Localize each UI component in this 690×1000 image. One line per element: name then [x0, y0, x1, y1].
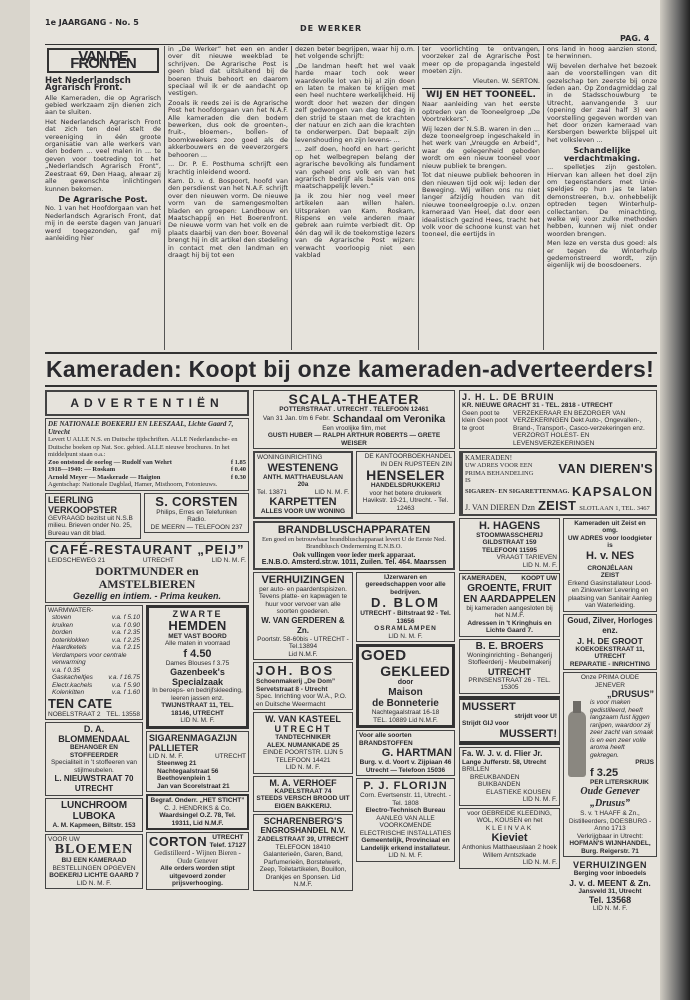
item-price: v.a. f 5.10: [111, 614, 140, 621]
newspaper-title: DE WERKER: [300, 24, 363, 33]
item-name: Electr.kachels: [52, 681, 93, 689]
ad-westeneng: WONINGINRICHTING WESTENENG ANTH. MATTHAEUSLAAN 20a Tel. 13871 LID N. M. F. KARPETTEN ALLES VOOR UW WONING: [253, 451, 353, 519]
price-listing: [52, 644, 140, 652]
article-paragraph: Naar aanleiding van het eerste optreden van de Tooneelgroep „De Voortrekkers”.: [422, 100, 540, 124]
price-listing: [52, 682, 140, 690]
article-paragraph: ... Dr. P. E. Posthuma schrijft een krachtig inleidend woord.: [168, 160, 288, 176]
book-listing: [48, 474, 246, 482]
article-paragraph: Alle Kameraden, die op Agrarisch gebied werkzaam zijn dienen zich aan te sluiten.: [45, 93, 161, 117]
article-heading: Het Nederlandsch Agrarisch Front.: [45, 75, 131, 94]
ad-cafe-peij: CAFÉ-RESTAURANT „PEIJ” LEIDSCHEWEG 21 UTRECHT LID N. M. F. DORTMUNDER en AMSTELBIEREN Gezellig en intiem. - Prima keuken.: [45, 541, 249, 603]
article-paragraph: ons land in hoog aanzien stond, te herwinnen.: [547, 46, 657, 61]
advertisements-title: ADVERTENTIËN: [45, 390, 249, 416]
item-price: v.a. f 1.60: [111, 689, 140, 696]
ad-pallieter: SIGARENMAGAZIJN PALLIETER LID N. M. F. UTRECHT Steenweg 21 Nachtegaalstraat 56 Beethovenplein 1 Jan van Scorelstraat 21: [146, 731, 249, 793]
ad-het-sticht: Begraf. Onderr. „HET STICHT” C. J. HENDRIKS & Co. Waardsingel O.Z. 78, Tel. 19311, Lid N.M.F.: [146, 794, 249, 830]
item-name: Gaskacheltjes: [52, 674, 93, 681]
article-paragraph: Ja ik zou hier nog veel meer artikelen aan willen halen. Uitspraken van Kam. Roskam, Rispens en vele anderen maar gebrek aan ruimte verbiedt dit. Op één dag wil ik de toekomstige lezers van de Agrarische Post wijzen: verwacht voorloopig niet een vakblad: [295, 191, 415, 259]
product-item: BUIKBANDEN: [478, 781, 521, 788]
item-name: Haardketels: [52, 644, 87, 651]
price-listing: [52, 614, 140, 622]
book-price: f 1.85: [230, 458, 246, 466]
ad-vd-flier: Fa. W. J. v. d. Flier Jr. Lange Jufferstr. 58, Utrecht BRILLEN BREUKBANDEN BUIKBANDEN ELASTIEKE KOUSEN LID N. M. F.: [459, 747, 560, 806]
article-paragraph: Zooals ik reeds zei is de Agrarische Post het hoofdorgaan van het N.A.F. Alle kameraden die den bodem bewerken, dus ook de groenten-, fruit-, bloemen-, bollen- of boomkweekers zoo goed als de akkerbouwers en de veeverzorgers behooren ...: [168, 98, 288, 159]
ad-van-dieren-kapsalon: KAMERADEN! UW ADRES VOOR EEN PRIMA BEHANDELING IS VAN DIEREN'S SIGAREN- EN SIGARETTENMAG. KAPSALON J. VAN DIEREN Dzn ZEIST SLOTLAAN 1, TEL. 3467: [459, 451, 657, 516]
ad-ten-cate: WARMWATER- stoven v.a. f 5.10 kruiken v.a. f 0.90 borden v.a. f 2.35 boterklokken v.a. f 2.25 Haardketels v.a. f 2.15 Verdampers voor centrale verwarming v.a. f 0.35 Gaskacheltjes v.a. f 16.75 Electr.kachels v.a. f 5.90 Kolenkitten v.a. f 1.60 TEN CATE NOBELSTRAAT 2 TEL. 13558: [45, 605, 143, 721]
signature: Vleuten. W. SERTON.: [472, 76, 540, 85]
book-listing: [48, 466, 246, 474]
ad-de-bruin: J. H. L. DE BRUIN KR. NIEUWE GRACHT 31 - TEL. 2818 - UTRECHT Geen poot te klein Geen poot te groot VERZEKERAAR EN BEZORGER VAN VERZEKERINGEN Dekt Auto-, Ongevallen-, Brand-, Transport-, Casco-verzekeringen enz. VERZORGT HOLEST- EN LEVENSVERZEKERINGEN: [459, 390, 657, 449]
ad-scala-theater: SCALA-THEATER POTTERSTRAAT . UTRECHT . TELEFOON 12461 Van 31 Jan. t/m 6 Febr. Schandaal om Veronika Een vroolijke film, met GUSTI HUBER — RALPH ARTHUR ROBERTS — GRETE WEISER: [253, 390, 455, 449]
article-column-3: [295, 46, 415, 350]
ad-brandbluschapparaten: BRANDBLUSCHAPPARATEN Een goed en betrouwbaar brandbluschapparaat levert U de Eerste Ned. Brandblusch Onderneming E.N.B.O. Ook vullingen voor ieder merk apparaat. E.N.B.O. Amsterd.str.w. 1011, Zuilen. Tel. 464. Maarssen: [253, 521, 455, 570]
book-price: f 0.30: [230, 473, 246, 481]
ad-van-gerderen: VERHUIZINGEN per auto- en paardentspisizen. Tevens platte- en kapwagen te huur voor vervoer van alle soorten goederen. W. VAN GERDEREN & Zn. Poortstr. 58-60bis - UTRECHT - Tel.13894 Lid N.M.F.: [253, 572, 353, 661]
item-name: borden: [52, 629, 73, 636]
ad-vd-meent: VERHUIZINGEN Berging voor inboedels J. v. d. MEENT & Zn. Jansveld 31, Utrecht Tel. 13568 LID N. M. F.: [569, 860, 651, 912]
article-paragraph: ... zelf doen, hoofd en hart gericht op het welbegrepen belang der agrarische bevolking als fundament van geheel ons volk en van het agrarisch bedrijf als basis van ons maatschappelijk leven.”: [295, 145, 415, 191]
book-title: 1918—1940: — Roskam: [48, 466, 116, 473]
article-paragraph: Het Nederlandsch Agrarisch Front dat zich ten doel stelt de vereeniging in één groote organisatie van alle werkers van den bodem ... veel malen in ... te geven voor toetreding tot het „Nederlandsch Agrarisch Front”, Zeestraat 69, Den Haag, alwaar zij alle gewenschte inlichtingen kunnen bekomen.: [45, 117, 161, 193]
price-listing: [52, 629, 140, 637]
item-price: v.a. f 5.90: [111, 681, 140, 689]
ad-joh-bos: JOH. BOS Schoenmakerij „De Dom” Servetstraat 8 - Utrecht Spec. Inrichting voor W.A., P.O. en Duitsche Weermacht: [253, 662, 353, 710]
article-paragraph: ter voorlichting te ontvangen, voorzeker zal de Agrarische Post meer op de propaganda ingesteld moeten zijn.: [422, 46, 540, 76]
ad-blommendaal: D. A. BLOMMENDAAL BEHANGER EN STOFFEERDER Specialiteit in 't stoffeeren van stijlmeubelen. L. NIEUWSTRAAT 70 UTRECHT: [45, 722, 143, 796]
item-price: v.a. f 0.35: [52, 666, 81, 674]
ad-d-blom: IJzerwaren en gereedschappen voor alle bedrijven. D. BLOM UTRECHT - Biltstraat 92 - Tel. 13656 OSRAMLAMPEN LID N. M. F.: [356, 572, 455, 643]
shop-address: Jan van Scorelstraat 21: [157, 782, 230, 790]
ad-groente-fruit: KAMERADEN, KOOPT UW GROENTE, FRUIT EN AARDAPPELEN bij kameraden aangesloten bij het N.M.F. Adressen in 't Kringhuis en Lichte Gaard 7.: [459, 573, 560, 637]
ad-van-kasteel: W. VAN KASTEEL UTRECHT TANDTECHNIKER ALEX. NUMANKADE 25 EINDE POORTSTR. LIJN 5 TELEFOON 14421 LID N. M. F.: [253, 712, 353, 774]
ad-lunchroom-luboka: LUNCHROOM LUBOKA A. M. Kapmeen, Biltstr. 153: [45, 798, 143, 832]
article-paragraph: dezen beter begrijpen, waar hij o.m. het volgende schrijft:: [295, 46, 415, 61]
item-name: Verdampers voor centrale verwarming: [52, 651, 127, 666]
article-column-5: [547, 46, 657, 350]
article-paragraph: ... spelletjes zijn gestolen. Hiervan kan alleen het doel zijn om tegenstanders met Unie-speldjes op hun jas te laten demonstreeren, b.v. onhebbelijk optreden tegen Winterhulp-collectanten. De minachting, welke wij voor zulke methoden hebben, kunnen wij niet onder woorden brengen.: [547, 163, 657, 238]
article-paragraph: in „De Werker” het een en ander over dit nieuwe weekblad te schrijven. De Agrarische Post is geen blad dat uitsluitend bij de boeren thuis behoort en daarom speciaal wil ik er de aandacht op vestigen.: [168, 46, 288, 98]
section-title-box: VAN DE FRONTEN: [47, 48, 159, 73]
book-listing: [48, 459, 246, 467]
ads-middle-column: [253, 390, 455, 891]
article-column-2: [168, 46, 288, 350]
price-listing: [52, 674, 140, 682]
page-edge-shadow: [660, 0, 690, 1000]
ad-bloemen: VOOR UW BLOEMEN BIJ EEN KAMERAAD BESTELLINGEN OPGEVEN BOEKERIJ LICHTE GAARD 7 LID N. M. F.: [45, 834, 143, 890]
banner-headline: Kameraden: Koopt bij onze kameraden-adverteerders!: [45, 356, 655, 382]
drusus-logo: Oude Genever „Drusus”: [580, 786, 640, 809]
ad-h-v-nes: Kameraden uit Zeist en omg. UW ADRES voor loodgieter is H. v. NES CRONJÉLAAN ZEIST Erkend Gasinstallateur Lood- en Zinkwerker Levering en plaatsing van Sanitair Aanleg van Waterleiding.: [563, 518, 657, 612]
shop-address: Steenweg 21: [157, 760, 197, 767]
book-price: f 0.40: [230, 466, 246, 473]
ad-leerling-verkoopster: LEERLING VERKOOPSTER GEVRAAGD bezitst uit N.S.B milieu. Brieven onder No. 25, Bureau van dit blad.: [45, 493, 141, 540]
ad-florijn: P. J. FLORIJN Corn. Evertsenstr. 11, Utrecht. - Tel. 1808 Electro-Technisch Bureau AANLEG VAN ALLE VOORKOMENDE ELECTRISCHE INSTALLATIES Gemeentelijk, Provinciaal en Landelijk erkend installateur. LID N. M. F.: [356, 778, 455, 862]
product-item: BRILLEN: [462, 766, 490, 773]
article-paragraph: Wij lezen der N.S.B. waren in den ... deze tooneelgroep ingeschakeld in het werk van „Vreugde en Arbeid”, waar de gelegenheid geboden wordt om een nieuw tooneel voor nieuw publiek te brengen.: [422, 124, 540, 170]
price-listing: [52, 622, 140, 630]
article-heading: Schandelijke verdachtmaking.: [563, 146, 641, 163]
ad-drusus-jenever: Onze PRIMA OUDE JENEVER „DRUSUS” is voor maken gedistilleerd, heeft langzaam fust liggen rarijpen, waardoor zij zeer zacht van smaak is en een zeer volle aroma heeft gekregen. PRIJS f 3.25 PER LITERSKRUIK Oude Genever „Drusus” S. v. 't HAAFF & Zn., Distilleerders, DOESBURG - Anno 1713 Verkrijgbaar in Utrecht: HOFMAN'S WIJNHANDEL, Burg. Reigerstr. 71: [563, 672, 657, 857]
page-number: PAG. 4: [620, 34, 650, 43]
item-name: boterklokken: [52, 636, 89, 644]
ad-broers: B. E. BROERS Woninginrichting - Behangerij Stoffeerderij - Meubelmakerij UTRECHT PRINSENSTRAAT 26 - TEL. 15305: [459, 639, 560, 694]
price-listing: [52, 652, 140, 675]
ad-hagens: H. HAGENS STOOMWASSCHERIJ GILDSTRAAT 159 TELEFOON 11595 VRAAGT TARIEVEN LID N. M. F.: [459, 518, 560, 572]
article-paragraph: Wij bevelen derhalve het bezoek aan de voorstellingen van dit gezelschap ten zeerste bij onze leden aan. Op Zondagmiddag zal in de Stadsschouwburg te Utrecht, aanvangende 3 uur (opening der zaal half 3) een voorstelling gegeven worden van het door onzen kameraad van Kersbergen bewerkte blijspel uit het volksleven ...: [547, 61, 657, 144]
book-title: Zoo ontstond de oorlog — Rudolf van Wehrt: [48, 458, 172, 466]
ad-nationale-boekerij: DE NATIONALE BOEKERIJ EN LEESZAAL, Lichte Gaard 7, Utrecht Levert U ALLE N.S. en Duitsche tijdschriften. ALLE Nederlandsche- en Duitsche boeken op Nat. Soc. gebied. ALLE nieuwe brochures. In het middelpunt staan o.a.: Zoo ontstond de oorlog — Rudolf van Wehrt f 1.85 1918—1940: — Roskam f 0.40 Arnold Meyer — Maskerade — Haigton f 0.30 Agentschap: Nationale Dagblad, Hamer, Misthoorn, Fotonieuws.: [45, 418, 249, 491]
ad-zwarte-hemden: ZWARTE HEMDEN MET VAST BOORD Alle maten in voorraad f 4.50 Dames Blouses f 3.75 Gazenbeek's Specialzaak In beroeps- en bedrijfskleeding, leeren jassen enz. TWIJNSTRAAT 11, TEL. 18146, UTRECHT LID N. M. F.: [146, 605, 249, 729]
ad-de-groot: Goud, Zilver, Horloges enz. J. H. DE GROOT KOEKOEKSTRAAT 11, UTRECHT REPARATIE - INRICHTING: [563, 614, 657, 671]
ad-mussert: MUSSERT strijdt voor U! Strijdt GIJ voor MUSSERT!: [459, 696, 560, 745]
ad-goed-gekleed: GOED GEKLEED door Maison de Bonneterie Nachtegaalstraat 16-18 TEL. 10889 Lid N.M.F.: [356, 644, 455, 728]
book-title: Arnold Meyer — Maskerade — Haigton: [48, 473, 161, 481]
article-heading: De Agrarische Post.: [58, 194, 148, 204]
item-price: v.a. f 0.90: [111, 621, 140, 629]
shop-address: Beethovenplein 1: [157, 775, 211, 782]
article-heading: WIJ EN HET TOONEEL.: [426, 90, 536, 101]
ad-corsten: S. CORSTEN Philips, Erres en Telefunken Radio. DE MEERN — TELEFOON 237: [144, 493, 249, 534]
article-column-4: [422, 46, 540, 350]
item-price: v.a. f 2.35: [111, 629, 140, 636]
shop-address: Nachtegaalstraat 56: [157, 767, 219, 775]
ad-hartman: Voor alle soorten BRANDSTOFFEN G. HARTMAN Burg. v. d. Voort v. Zijpiaan 46 Utrecht — Telefoon 15036: [356, 730, 455, 776]
product-item: ELASTIEKE KOUSEN: [486, 788, 551, 796]
article-paragraph: „De landman heeft het wel vaak harde maar toch ook weer waardevolle lot van bij al zijn doen en laten te maken te krijgen met een heel nuchtere werkelijkheid. Hij wordt door het wezen der dingen zelf gedwongen van dag tot dag in den strijd te staan met de krachten der natuur en zich aan die krachten te onderwerpen. Dat bepaalt zijn levenshouding en zijn levens- ...: [295, 61, 415, 144]
ads-left-column: [45, 390, 249, 890]
price-listing: [52, 637, 140, 645]
item-name: stoven: [52, 614, 72, 621]
product-item: BREUKBANDEN: [470, 773, 520, 781]
item-price: v.a. f 2.25: [111, 636, 140, 644]
item-name: kruiken: [52, 621, 73, 629]
article-paragraph: Kam. D. v. d. Bospoort, hoofd van den persdienst van het N.A.F. schrijft over den nieuwen vorm. De nieuwe vorm van de samengesmolten bladen en groepen: Landbouw en Maatschappij en Het Boerenfront. De nieuwe vorm van het volk en de plaats daarbij van den boer. Bovenal brengt hij in dit artikel den stedeling in contact met den landman en draagt hij bij tot een: [168, 176, 288, 259]
ad-kieviet: voor GEBREIDE KLEEDING, WOL, KOUSEN en het KLEINVAK Kieviet Anthonius Matthaeuslaan 2 hoek Willem Arntszkade LID N. M. F.: [459, 808, 560, 869]
item-price: v.a. f 16.75: [108, 674, 140, 681]
ads-right-column: [459, 390, 657, 914]
article-column-1: [45, 46, 161, 350]
item-name: Kolenkitten: [52, 689, 85, 696]
article-paragraph: Men leze en versta dus goed: als er tegen de Winterhulp gedemonstreerd wordt, zijn eigenlijk wij de boosdoeners.: [547, 239, 657, 270]
article-paragraph: Tot dat nieuwe publiek behooren in den nieuwen tijd ook wij: leden der Beweging. Wij willen ons nu niet langer afzijdig houden van dit nieuwe tooneelgroepje o.l.v. onzen kameraad Van Heel, dat door een idealistisch gezind Hees, tracht het volk voor de schoone kunst van het tooneel, die eertijds in: [422, 171, 540, 239]
ad-verhoef: M. A. VERHOEF KAPELSTRAAT 74 STEEDS VERSCH BROOD UIT EIGEN BAKKERIJ.: [253, 776, 353, 813]
jenever-bottle-illustration: [566, 699, 588, 779]
volume-number: 1e JAARGANG - No. 5: [45, 18, 139, 27]
item-price: v.a. f 2.15: [111, 644, 140, 651]
ad-henseler: DE KANTOORBOEKHANDEL IN DEN RUPSTEEN ZIN HENSELER HANDELSDRUKKERIJ voor het betere drukwerk Havikstr. 19-21, Utrecht. - Tel. 12463: [356, 451, 455, 514]
ad-scharenberg: SCHARENBERG'S ENGROSHANDEL N.V. ZADELSTRAAT 39, UTRECHT TELEFOON 18410 Galanterieën, Garen, Band, Parfumerieën, Borstelwerk, Zeep, Toiletartikelen, Bouillon, Drankjes en Sponsen. Lid N.M.F.: [253, 814, 353, 891]
article-paragraph: No. 1 van het Hoofdorgaan van het Nederlandsch Agrarisch Front, dat mij in de eerste dagen van Januari werd toegezonden, gaf mij aanleiding hier: [45, 204, 161, 242]
ad-corton: CORTON UTRECHT Telef. 17127 Gedistilleerd - Wijnen Bieren - Oude Genever Alle orders worden stipt uitgevoerd zonder prijsverhooging.: [146, 832, 249, 890]
